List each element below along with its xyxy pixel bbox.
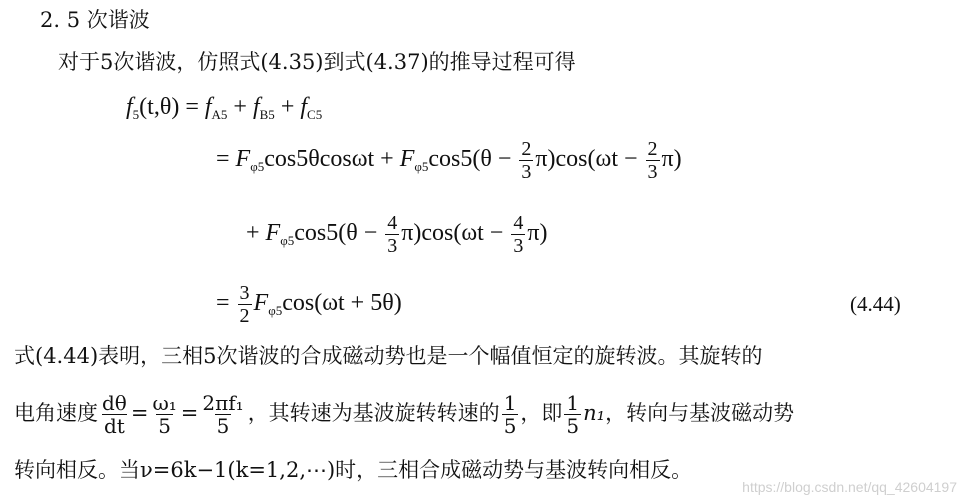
paragraph-line-3: 转向相反。当ν=6k−1(k=1,2,⋯)时，三相合成磁动势与基波转向相反。	[14, 458, 693, 482]
fraction: $\frac{3}{2}$	[239, 282, 250, 327]
fraction: $\frac{2}{3}$	[521, 138, 532, 183]
fraction: $\frac{4}{3}$	[387, 212, 398, 257]
equation-line-1: $f_5(t,\theta) = f_{A5} + f_{B5} + f_{C5}$	[126, 94, 323, 122]
fraction: $\frac{2}{3}$	[647, 138, 658, 183]
equation-line-3: + $F_{\varphi 5}\cos 5(\theta$ − $\frac{4}{3}$ π)cos(ωt − $\frac{4}{3}$ π)	[246, 212, 548, 257]
intro-sentence: 对于5次谐波，仿照式(4.35)到式(4.37)的推导过程可得	[58, 50, 576, 74]
equation-line-4: = $\frac{3}{2}$ $F_{\varphi 5}\cos(\omega t + 5\theta)$	[216, 282, 402, 327]
watermark: https://blog.csdn.net/qq_42604197	[742, 479, 957, 495]
fraction: $\frac{1}{5}$	[503, 391, 517, 438]
fraction: $\frac{1}{5}$	[566, 391, 580, 438]
fraction: $\frac{\text{ω₁}}{5}$	[152, 391, 177, 438]
paragraph-line-1: 式(4.44)表明，三相5次谐波的合成磁动势也是一个幅值恒定的旋转波。其旋转的	[14, 344, 763, 368]
equation-number: (4.44)	[850, 292, 901, 316]
fraction: $\frac{4}{3}$	[513, 212, 524, 257]
section-heading: 2. 5 次谐波	[40, 8, 150, 32]
equation-line-2: = $F_{\varphi 5}\cos 5\theta\cos\omega t + F_{\varphi 5}\cos 5(\theta$ − $\frac{2}{3}$ π)cos(ωt − $\frac{2}{3}$ π)	[216, 138, 682, 183]
fraction: $\frac{d\theta}{dt}$	[102, 391, 127, 438]
fraction: $\frac{\text{2πf₁}}{5}$	[202, 391, 244, 438]
paragraph-line-2: 电角速度 $\frac{d\theta}{dt}$ = $\frac{\text{ω₁}}{5}$ = $\frac{\text{2πf₁}}{5}$ ，其转速为基波旋转转速的 $\frac{1}{5}$ ，即 $\frac{1}{5}$ n₁，转向与基波磁动势	[14, 391, 795, 438]
